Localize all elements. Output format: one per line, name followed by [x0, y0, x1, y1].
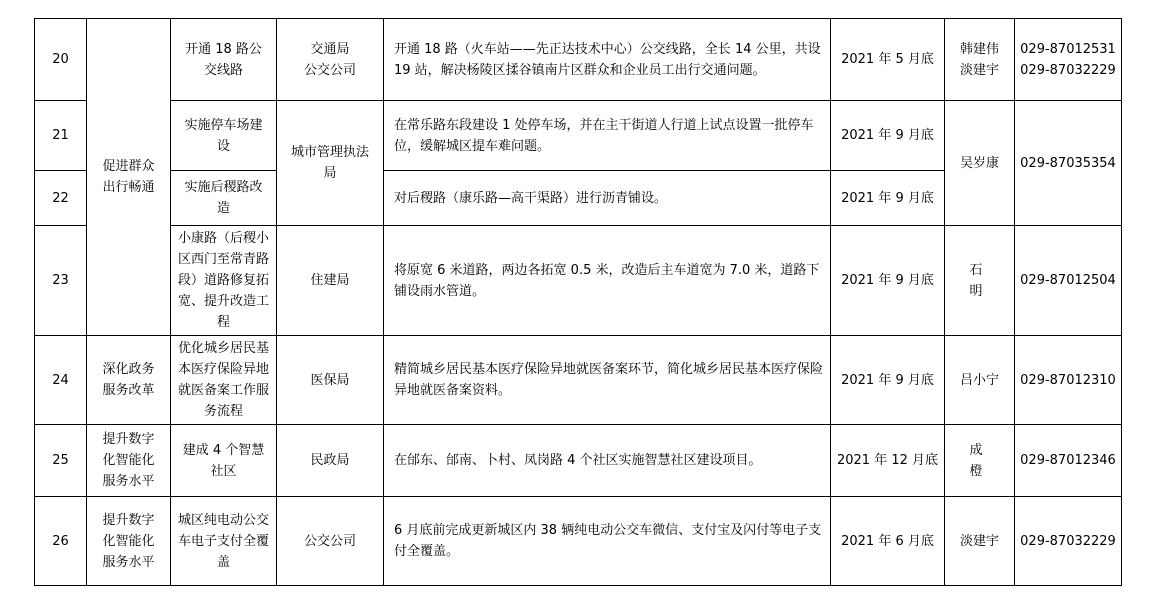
project-cell: 城区纯电动公交车电子支付全覆盖 — [171, 497, 277, 586]
department-cell: 住建局 — [277, 226, 384, 336]
content-cell: 在常乐路东段建设 1 处停车场，并在主干街道人行道上试点设置一批停车位，缓解城区提车难问题。 — [384, 101, 831, 171]
responsible-person-cell: 石明 — [945, 226, 1015, 336]
deadline-cell: 2021 年 5 月底 — [831, 19, 945, 101]
content-cell: 将原宽 6 米道路，两边各拓宽 0.5 米，改造后主车道宽为 7.0 米，道路下铺设雨水管道。 — [384, 226, 831, 336]
category-cell: 促进群众 出行畅通 — [87, 19, 171, 336]
department-cell: 交通局 公交公司 — [277, 19, 384, 101]
row-number: 26 — [35, 497, 87, 586]
department-cell: 城市管理执法 局 — [277, 101, 384, 226]
project-cell: 小康路（后稷小区西门至常青路段）道路修复拓宽、提升改造工程 — [171, 226, 277, 336]
responsible-person-cell: 成橙 — [945, 425, 1015, 497]
phone-cell: 029-87032229 — [1015, 497, 1122, 586]
responsible-person-cell: 吴岁康 — [945, 101, 1015, 226]
deadline-cell: 2021 年 12 月底 — [831, 425, 945, 497]
content-cell: 开通 18 路（火车站——先正达技术中心）公交线路，全长 14 公里，共设 19 站，解决杨陵区揉谷镇南片区群众和企业员工出行交通问题。 — [384, 19, 831, 101]
phone-cell: 029-87035354 — [1015, 101, 1122, 226]
table-row — [35, 497, 1122, 586]
row-number: 22 — [35, 171, 87, 226]
table-row — [35, 19, 1122, 101]
project-cell: 实施停车场建 设 — [171, 101, 277, 171]
content-cell: 对后稷路（康乐路—高干渠路）进行沥青铺设。 — [384, 171, 831, 226]
row-number: 23 — [35, 226, 87, 336]
table-row — [35, 336, 1122, 425]
responsible-person-cell: 吕小宁 — [945, 336, 1015, 425]
responsible-person-cell: 韩建伟 淡建宇 — [945, 19, 1015, 101]
deadline-cell: 2021 年 6 月底 — [831, 497, 945, 586]
content-cell: 6 月底前完成更新城区内 38 辆纯电动公交车微信、支付宝及闪付等电子支付全覆盖。 — [384, 497, 831, 586]
department-cell: 民政局 — [277, 425, 384, 497]
phone-cell: 029-87012346 — [1015, 425, 1122, 497]
responsible-person-cell: 淡建宇 — [945, 497, 1015, 586]
project-cell: 优化城乡居民基本医疗保险异地就医备案工作服务流程 — [171, 336, 277, 425]
project-cell: 实施后稷路改 造 — [171, 171, 277, 226]
department-cell: 公交公司 — [277, 497, 384, 586]
department-cell: 医保局 — [277, 336, 384, 425]
deadline-cell: 2021 年 9 月底 — [831, 226, 945, 336]
deadline-cell: 2021 年 9 月底 — [831, 101, 945, 171]
phone-cell: 029-87012504 — [1015, 226, 1122, 336]
table-row — [35, 226, 1122, 336]
table-row — [35, 101, 1122, 171]
row-number: 20 — [35, 19, 87, 101]
row-number: 24 — [35, 336, 87, 425]
project-table — [34, 18, 1122, 586]
project-cell: 开通 18 路公 交线路 — [171, 19, 277, 101]
category-cell: 深化政务 服务改革 — [87, 336, 171, 425]
category-cell: 提升数字 化智能化 服务水平 — [87, 497, 171, 586]
project-cell: 建成 4 个智慧 社区 — [171, 425, 277, 497]
deadline-cell: 2021 年 9 月底 — [831, 171, 945, 226]
deadline-cell: 2021 年 9 月底 — [831, 336, 945, 425]
row-number: 21 — [35, 101, 87, 171]
phone-cell: 029-87012531 029-87032229 — [1015, 19, 1122, 101]
category-cell: 提升数字 化智能化 服务水平 — [87, 425, 171, 497]
content-cell: 精简城乡居民基本医疗保险异地就医备案环节，简化城乡居民基本医疗保险异地就医备案资料。 — [384, 336, 831, 425]
content-cell: 在邰东、邰南、卜村、凤岗路 4 个社区实施智慧社区建设项目。 — [384, 425, 831, 497]
phone-cell: 029-87012310 — [1015, 336, 1122, 425]
table-row — [35, 425, 1122, 497]
row-number: 25 — [35, 425, 87, 497]
